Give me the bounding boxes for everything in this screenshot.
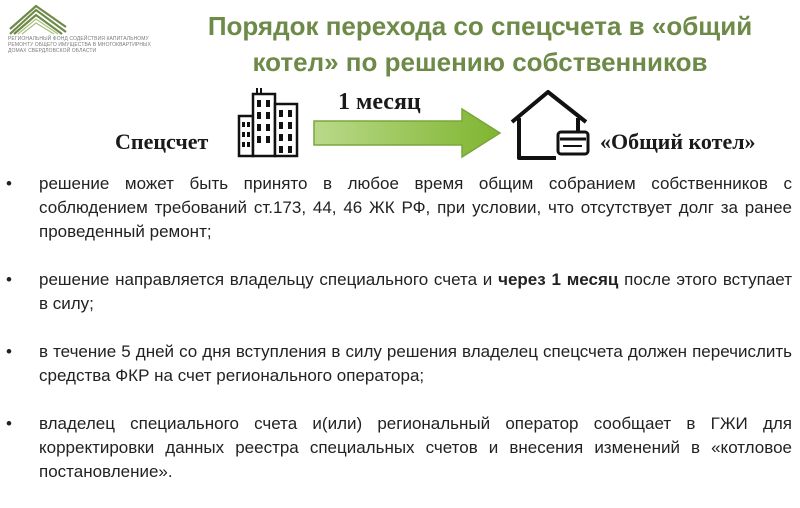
house-with-card-icon [508,88,590,162]
transition-arrow [312,107,502,159]
bullet-item [0,412,800,484]
page-title [170,8,790,80]
bullet-list [0,172,800,508]
transition-diagram [0,84,800,174]
bullet-marker: • [6,270,12,289]
bullet-text: в течение 5 дней со дня вступления в силу решения владелец спецсчета должен перечислить средства ФКР на счет регионального оператора; [39,342,792,385]
bullet-marker: • [6,342,12,361]
bullet-text: решение может быть принято в любое время общим собранием собственников с соблюдением требований ст.173, 44, 46 ЖК РФ, при условии, что отсутствует долг за ранее проведенный ремонт; [39,174,792,241]
from-label: Спецсчет [115,129,209,154]
organization-logo [8,2,168,64]
bullet-item [0,172,800,244]
building-icon [235,86,303,158]
bullet-marker: • [6,174,12,193]
roof-stripes-logo-icon [8,2,68,36]
bullet-marker: • [6,414,12,433]
bullet-text: владелец специального счета и(или) региональный оператор сообщает в ГЖИ для корректировки данных реестра специальных счетов и внесения изменений в «котловое постановление». [39,414,792,481]
period-label: 1 месяц [338,89,421,115]
logo-text: РЕГИОНАЛЬНЫЙ ФОНД СОДЕЙСТВИЯ КАПИТАЛЬНОМУ РЕМОНТУ ОБЩЕГО ИМУЩЕСТВА В МНОГОКВАРТИРНЫХ ДОМАХ СВЕРДЛОВСКОЙ ОБЛАСТИ [8,36,151,54]
bullet-emphasis: через 1 месяц [498,270,619,289]
title-line-1: Порядок перехода со спецсчета в «общий [207,11,753,41]
title-line-2: котел» по решению собственников [252,47,708,77]
bullet-text-start: решение направляется владельцу специального счета и [39,270,499,289]
to-label: «Общий котел» [600,129,756,154]
bullet-text-end: после этого вступает в силу; [39,270,792,313]
bullet-item [0,340,800,388]
bullet-item [0,268,800,316]
